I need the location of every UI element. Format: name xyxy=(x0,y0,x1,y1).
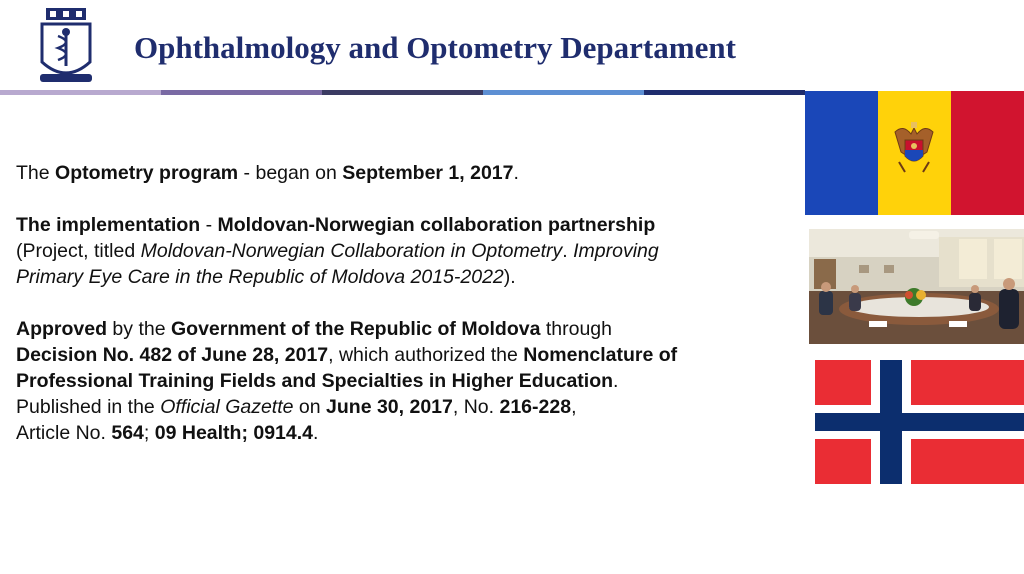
text-run: Decision No. 482 of June 28, 2017 xyxy=(16,344,329,366)
text-run: - xyxy=(200,214,218,236)
text-run: . xyxy=(513,162,519,184)
divider-segment xyxy=(161,90,322,95)
text-run: Government of the Republic of Moldova xyxy=(170,318,541,340)
text-run: September 1, 2017 xyxy=(342,162,514,184)
divider-segment xyxy=(0,90,161,95)
text-run: on xyxy=(293,396,327,418)
text-run: Approved xyxy=(16,318,108,340)
text-run: ). xyxy=(503,266,516,288)
text-run: through xyxy=(540,318,612,340)
text-run: Official Gazette xyxy=(160,396,294,418)
paragraph-approval xyxy=(16,316,796,446)
text-run: ; xyxy=(143,422,155,444)
norway-flag-icon xyxy=(815,360,1024,484)
text-run: Moldovan-Norwegian collaboration partnership xyxy=(217,214,656,236)
divider-segment xyxy=(483,90,644,95)
paragraph-program-start xyxy=(16,160,796,186)
text-run: . xyxy=(313,422,319,444)
moldova-coat-of-arms-icon xyxy=(891,122,937,178)
text-run: Published in the xyxy=(16,396,161,418)
text-run: 216-228 xyxy=(499,396,572,418)
meeting-photo xyxy=(809,229,1024,344)
text-run: Primary Eye Care in the Republic of Moldova 2015-2022 xyxy=(16,266,504,288)
text-run: . xyxy=(562,240,574,262)
text-run: . xyxy=(613,370,619,392)
text-run: Optometry program xyxy=(55,162,239,184)
paragraph-implementation xyxy=(16,212,796,290)
text-run: The implementation xyxy=(16,214,201,236)
text-block xyxy=(16,160,796,446)
text-run: , xyxy=(571,396,577,418)
text-run: (Project, titled xyxy=(16,240,141,262)
text-run: Professional Training Fields and Specialties in Higher Education xyxy=(16,370,614,392)
page-title: Ophthalmology and Optometry Departament xyxy=(134,30,736,65)
divider-segment xyxy=(644,90,805,95)
text-run: Article No. xyxy=(16,422,112,444)
text-run: , which authorized the xyxy=(328,344,524,366)
text-run: by the xyxy=(107,318,171,340)
text-run: June 30, 2017 xyxy=(326,396,453,418)
text-run: 09 Health; 0914.4 xyxy=(154,422,314,444)
text-run: The xyxy=(16,162,56,184)
text-run: 564 xyxy=(111,422,144,444)
moldova-flag-band-blue xyxy=(805,91,878,215)
divider-segment xyxy=(322,90,483,95)
text-run: Nomenclature of xyxy=(523,344,678,366)
text-run: Moldovan-Norwegian Collaboration in Optometry xyxy=(140,240,563,262)
text-run: , No. xyxy=(452,396,500,418)
norway-flag-cross-blue-horizontal xyxy=(815,413,1024,431)
text-run: Improving xyxy=(573,240,659,262)
university-crest-icon xyxy=(36,4,96,90)
header-divider xyxy=(0,90,805,95)
text-run: - began on xyxy=(238,162,343,184)
moldova-flag-band-red xyxy=(951,91,1024,215)
